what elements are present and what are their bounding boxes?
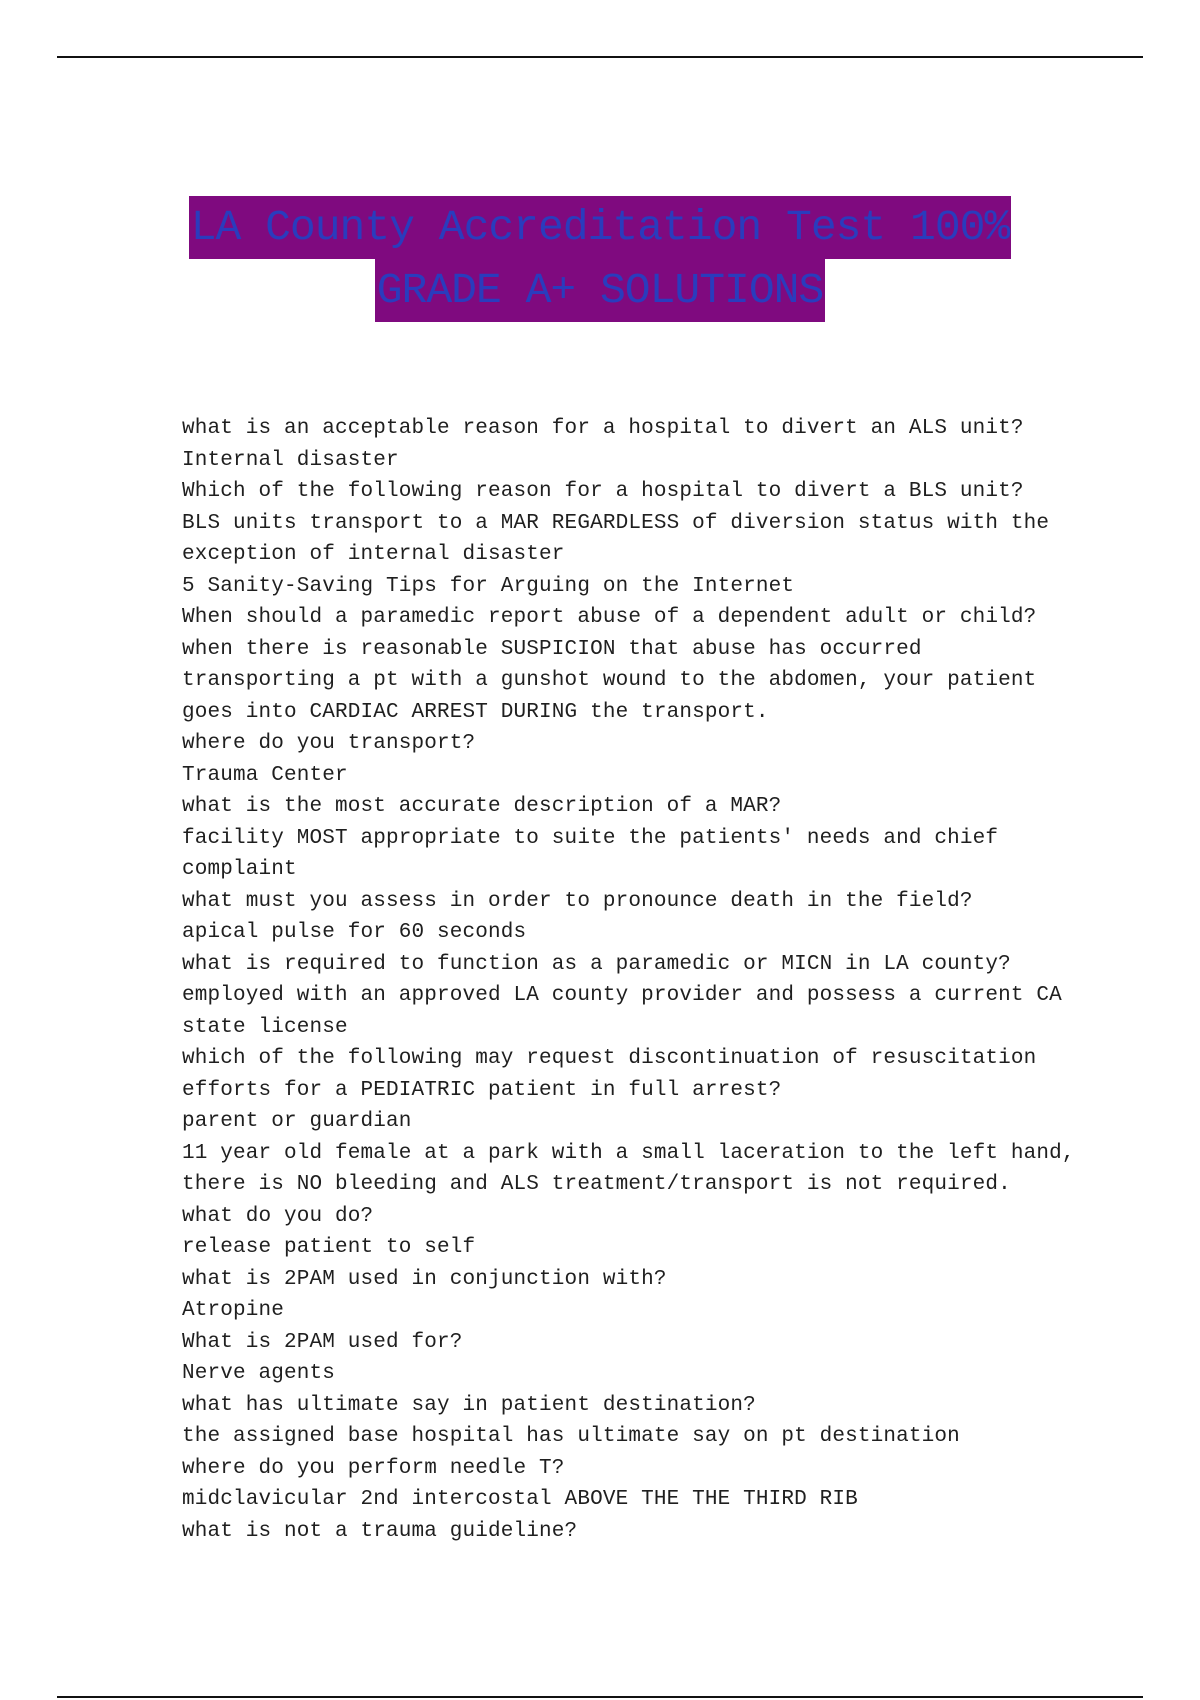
- text-line: Trauma Center: [182, 763, 348, 787]
- text-line: what is 2PAM used in conjunction with?: [182, 1267, 667, 1291]
- text-line: complaint: [182, 858, 297, 881]
- text-line: what has ultimate say in patient destination?: [182, 1393, 756, 1417]
- text-line: where do you transport?: [182, 732, 476, 755]
- text-line: transporting a pt with a gunshot wound to the abdomen, your patient: [182, 669, 1037, 692]
- text-line: 11 year old female at a park with a small laceration to the left hand,: [182, 1141, 1075, 1165]
- text-line: Nerve agents: [182, 1362, 336, 1385]
- title-line-1: LA County Accreditation Test 100%: [189, 196, 1012, 259]
- document-title: [0, 196, 1200, 322]
- text-line: the assigned base hospital has ultimate say on pt destination: [182, 1425, 960, 1448]
- document-body: [182, 413, 1075, 1547]
- text-line: exception of internal disaster: [182, 543, 565, 566]
- text-line: state license: [182, 1015, 348, 1039]
- text-line: What is 2PAM used for?: [182, 1330, 463, 1354]
- text-line: facility MOST appropriate to suite the patients' needs and chief: [182, 826, 999, 850]
- text-line: parent or guardian: [182, 1110, 412, 1133]
- text-line: what must you assess in order to pronounce death in the field?: [182, 889, 973, 913]
- text-line: Which of the following reason for a hospital to divert a BLS unit?: [182, 480, 1024, 503]
- text-line: 5 Sanity-Saving Tips for Arguing on the Internet: [182, 574, 795, 598]
- text-line: employed with an approved LA county provider and possess a current CA: [182, 984, 1062, 1007]
- text-line: there is NO bleeding and ALS treatment/transport is not required.: [182, 1173, 1011, 1196]
- title-line-2: GRADE A+ SOLUTIONS: [375, 259, 825, 322]
- text-line: goes into CARDIAC ARREST DURING the transport.: [182, 700, 769, 724]
- text-line: BLS units transport to a MAR REGARDLESS of diversion status with the: [182, 511, 1050, 535]
- bottom-page-rule: [57, 1696, 1143, 1698]
- text-line: apical pulse for 60 seconds: [182, 921, 527, 944]
- text-line: what is not a trauma guideline?: [182, 1519, 578, 1543]
- text-line: what is required to function as a paramedic or MICN in LA county?: [182, 952, 1011, 976]
- text-line: what is an acceptable reason for a hospital to divert an ALS unit?: [182, 417, 1024, 440]
- text-line: midclavicular 2nd intercostal ABOVE THE THE THIRD RIB: [182, 1488, 858, 1511]
- text-line: what do you do?: [182, 1204, 374, 1228]
- text-line: when there is reasonable SUSPICION that abuse has occurred: [182, 637, 922, 661]
- text-line: where do you perform needle T?: [182, 1456, 565, 1480]
- text-line: When should a paramedic report abuse of a dependent adult or child?: [182, 606, 1037, 629]
- text-line: release patient to self: [182, 1236, 476, 1259]
- top-page-rule: [57, 56, 1143, 58]
- text-line: Internal disaster: [182, 448, 399, 472]
- text-line: Atropine: [182, 1299, 285, 1322]
- text-line: efforts for a PEDIATRIC patient in full arrest?: [182, 1078, 782, 1102]
- text-line: which of the following may request discontinuation of resuscitation: [182, 1047, 1037, 1070]
- text-line: what is the most accurate description of a MAR?: [182, 795, 782, 818]
